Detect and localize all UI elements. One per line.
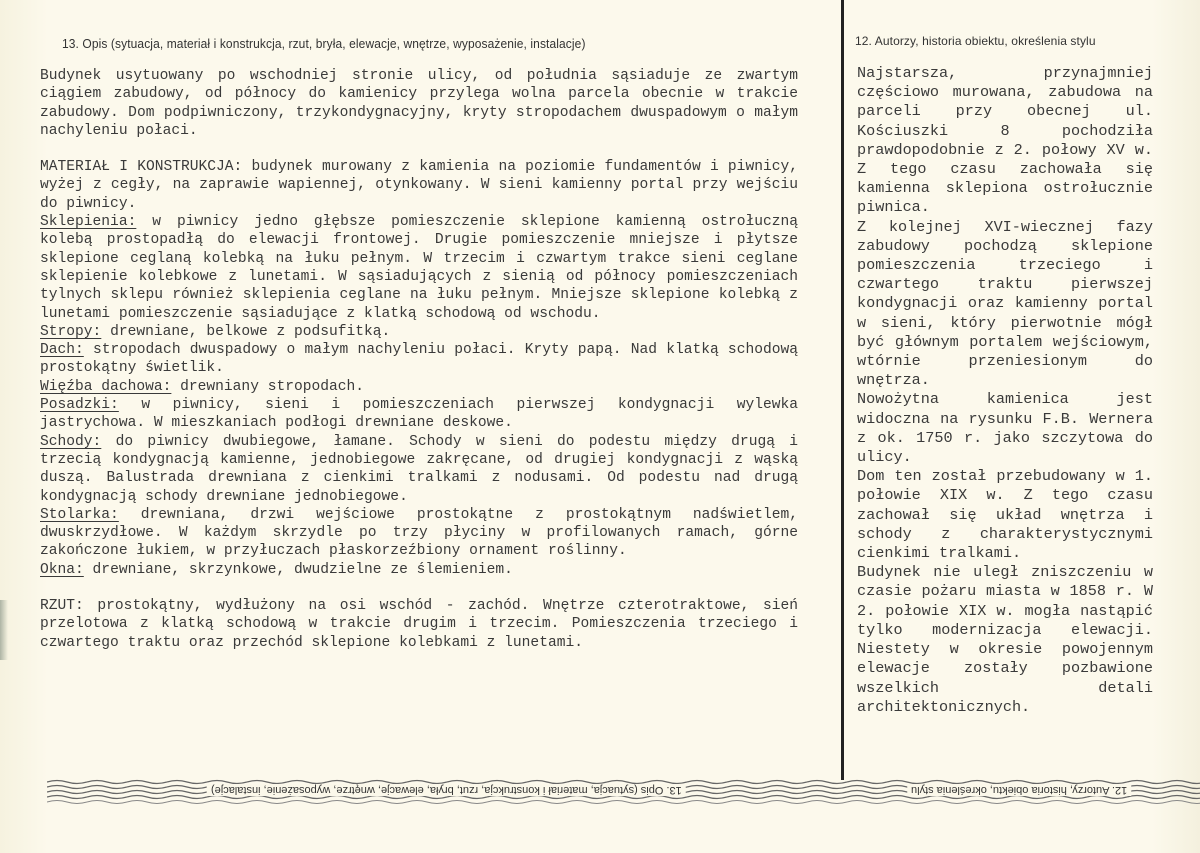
item-label: Stropy: xyxy=(40,323,102,340)
item-label: Więźba dachowa: xyxy=(40,378,172,395)
spacer xyxy=(40,579,798,597)
item-text: drewniane, skrzynkowe, dwudzielne ze ślemieniem. xyxy=(83,561,513,578)
description-column xyxy=(40,67,798,652)
item-stropy xyxy=(40,323,798,341)
history-paragraph: Najstarsza, przynajmniej częściowo murowana, zabudowa na parceli przy obecnej ul. Kościuszki 8 pochodziła prawdopodobnie z 2. połowy XV w. Z tego czasu zachowała się kamienna sklepiona ostrołucznie piwnica. xyxy=(857,64,1153,217)
item-dach xyxy=(40,341,798,378)
item-text: drewniana, drzwi wejściowe prostokątne z prostokątnym nadświetlem, dwuskrzydłowe. W każdym skrzydle po trzy płyciny w profilowanych ramach, górne zakończone łukiem, w przyłuczach płaskorzeźbiony ornament roślinny. xyxy=(40,506,798,560)
history-paragraph: Budynek nie uległ zniszczeniu w czasie pożaru miasta w 1858 r. W 2. połowie XIX w. mogła nastąpić tylko modernizacja elewacji. Niestety w okresie powojennym elewacje zostały pozbawione wszelkich detali architektonicznych. xyxy=(857,563,1153,716)
mirrored-heading-12: 12. Autorzy, historia obiektu, określenia stylu xyxy=(907,784,1131,796)
scan-edge-mark xyxy=(0,600,8,660)
material-paragraph: MATERIAŁ I KONSTRUKCJA: budynek murowany z kamienia na poziomie fundamentów i piwnicy, wyżej z cegły, na zaprawie wapiennej, otynkowany. W sieni kamienny portal przy wejściu do piwnicy. xyxy=(40,159,798,212)
item-sklepienia xyxy=(40,213,798,323)
spacer xyxy=(40,140,798,158)
item-text: drewniane, belkowe z podsufitką. xyxy=(101,323,391,340)
item-text: w piwnicy jedno głębsze pomieszczenie sklepione kamienną ostrołuczną kolebą prostopadłą do elewacji frontowej. Drugie pomieszczenie mniejsze i płytsze sklepione ceglaną kolebką na łuku pełnym. W trzecim i czwartym trakce sieni ceglane sklepienie kolebkowe z lunetami. W sąsiadujących z sienią od północy pomieszczeniach tylnych sklepu również sklepienia ceglane na łuku pełnym. Mniejsze sklepione kolebką z lunetami pomieszczenie sąsiadujące z klatką schodową od wschodu. xyxy=(40,214,798,322)
history-paragraph: Z kolejnej XVI-wiecznej fazy zabudowy pochodzą sklepione pomieszczenia trzeciego i czwartego traktu pierwszej kondygnacji oraz kamienny portal w sieni, który pierwotnie mógł być głównym portalem wejściowym, wtórnie przeniesionym do wnętrza. xyxy=(857,217,1153,390)
item-label: Okna: xyxy=(40,561,84,578)
column-divider xyxy=(841,0,844,780)
item-label: Stolarka: xyxy=(40,506,119,523)
item-text: do piwnicy dwubiegowe, łamane. Schody w sieni do podestu między drugą i trzecią kondygnacją kamienne, jednobiegowe zakręcane, od drugiej kondygnacji z wąską duszą. Balustrada drewniana z cienkimi tralkami z nodusami. Od podestu nad drugą kondygnacją schody drewniane jednobiegowe. xyxy=(40,433,798,505)
rzut-paragraph: RZUT: prostokątny, wydłużony na osi wschód - zachód. Wnętrze czterotraktowe, sień przelotowa z klatką schodową w trakcie drugim i trzecim. Pomieszczenia trzeciego i czwartego traktu oraz przechód sklepione kolebkami z lunetami. xyxy=(40,598,798,651)
item-posadzki xyxy=(40,396,798,433)
history-column xyxy=(857,64,1153,717)
item-text: w piwnicy, sieni i pomieszczeniach pierwszej kondygnacji wylewka jastrychowa. W mieszkaniach podłogi drewniane deskowe. xyxy=(40,397,798,432)
section-13-heading: 13. Opis (sytuacja, materiał i konstrukcja, rzut, bryła, elewacje, wnętrze, wyposażenie, instalacje) xyxy=(62,36,586,52)
history-paragraph: Dom ten został przebudowany w 1. połowie XIX w. Z tego czasu zachował się układ wnętrza i schody z charakterystycznymi cienkimi tralkami. xyxy=(857,467,1153,563)
item-text: stropodach dwuspadowy o małym nachyleniu połaci. Kryty papą. Nad klatką schodową prostokątny świetlik. xyxy=(40,342,798,377)
item-text: drewniany stropodach. xyxy=(171,378,365,395)
item-label: Dach: xyxy=(40,342,84,359)
bleed-through-strip xyxy=(47,778,1200,804)
mirrored-heading-13: 13. Opis (sytuacja, materiał i konstrukcja, rzut, bryła, elewacje, wnętrze, wyposażenie, instalacje) xyxy=(207,784,686,796)
history-paragraph: Nowożytna kamienica jest widoczna na rysunku F.B. Wernera z ok. 1750 r. jako szczytowa do ulicy. xyxy=(857,390,1153,467)
section-12-heading: 12. Autorzy, historia obiektu, określenia stylu xyxy=(855,34,1096,48)
item-label: Sklepienia: xyxy=(40,214,137,231)
intro-paragraph: Budynek usytuowany po wschodniej stronie ulicy, od południa sąsiaduje ze zwartym ciągiem zabudowy, od północy do kamienicy przylega wolna parcela obecnie w trakcie zabudowy. Dom podpiwniczony, trzykondygnacyjny, kryty stropodachem dwuspadowym o małym nachyleniu połaci. xyxy=(40,68,798,139)
item-label: Posadzki: xyxy=(40,397,119,414)
item-label: Schody: xyxy=(40,433,102,450)
item-okna xyxy=(40,561,798,579)
item-wiezba xyxy=(40,378,798,396)
item-stolarka xyxy=(40,506,798,561)
item-schody xyxy=(40,433,798,506)
